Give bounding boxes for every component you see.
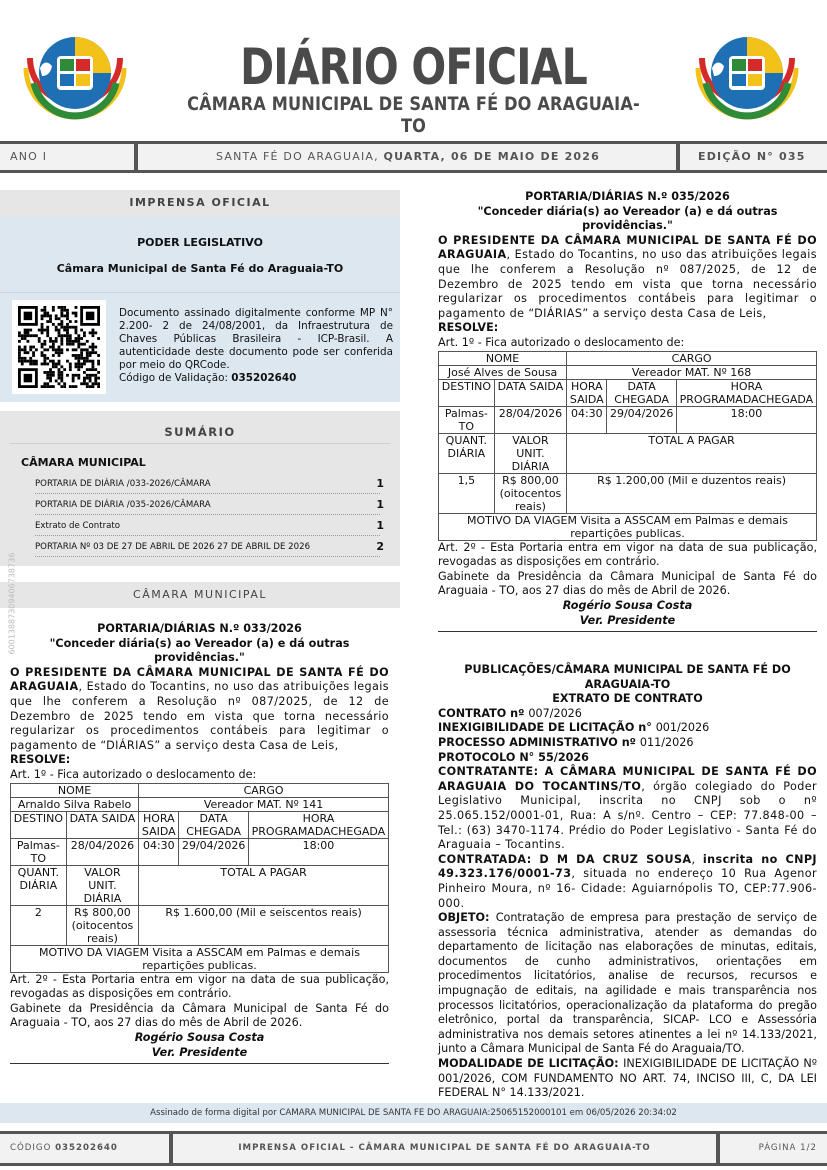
table-header: NOME: [439, 351, 567, 365]
edition-date: [140, 144, 676, 170]
footer-bar: [0, 1131, 827, 1166]
contratante-label: CONTRATANTE: A CÂMARA MUNICIPAL DE SANTA FÉ DO ARAGUAIA DO TOCANTINS/TO: [438, 765, 817, 793]
processo-line: [438, 736, 817, 751]
table-header: QUANT. DIÁRIA: [439, 433, 495, 473]
table-cell: 18:00: [248, 838, 388, 865]
table-header: DATA CHEGADA: [179, 811, 248, 838]
table-cell: 04:30: [567, 406, 607, 433]
legislative-panel: [0, 216, 400, 402]
city-name: SANTA FÉ DO ARAGUAIA,: [216, 150, 384, 163]
contratada-paragraph: [438, 853, 817, 911]
document-id-vertical: 60013887309406738736: [7, 552, 17, 655]
camara-name: Câmara Municipal de Santa Fé do Araguaia-TO: [56, 262, 344, 275]
contrato-value: 007/2026: [528, 706, 582, 720]
objeto-paragraph: [438, 911, 817, 1057]
inexigibilidade-label: INEXIGIBILIDADE DE LICITAÇÃO n°: [438, 721, 656, 735]
contrato-label: CONTRATO nº: [438, 706, 529, 720]
edition-number: EDIÇÃO N° 035: [698, 150, 806, 163]
summary-item[interactable]: [35, 473, 384, 494]
extrato-contrato: [438, 663, 817, 1101]
contratada-cnpj: inscrita no CNPJ 49.323.176/0001-73: [438, 852, 817, 881]
table-cell: 18:00: [676, 406, 816, 433]
page-title: DIÁRIO OFICIAL: [240, 38, 587, 96]
divider: [676, 144, 680, 170]
footer-code-label: CÓDIGO: [10, 1143, 56, 1153]
objeto-label: OBJETO:: [438, 911, 496, 925]
table-cell: 29/04/2026: [607, 406, 676, 433]
summary-item-label: PORTARIA DE DIÁRIA /033-2026/CÂMARA: [35, 479, 211, 489]
publication-heading: PUBLICAÇÕES/CÂMARA MUNICIPAL DE SANTA FÉ DO ARAGUAIA-TO: [464, 663, 791, 691]
table-header: VALOR UNIT. DIÁRIA: [494, 433, 566, 473]
contratada-text: , situada no endereço 10 Rua Agenor Pinheiro Moura, nº 16- Cidade: Aguiarnópolis TO, CEP:77.906-000.: [438, 867, 817, 910]
edition-info-bar: [0, 141, 827, 173]
table-cell: 28/04/2026: [494, 406, 566, 433]
contratante-text: , órgão colegiado do Poder Legislativo Municipal, inscrita no CNPJ sob o nº 25.065.152/0001-01, Rua: A s/nº. Centro – CEP: 77.848-00 – Tel.: (63) 3470-1174. Prédio do Poder Legislativo - Santa Fé do Araguaia – Tocantins.: [438, 779, 818, 852]
summary-item-page: 1: [376, 519, 384, 532]
portaria-preamble: [438, 234, 817, 322]
page-number: PÁGINA 1/2: [758, 1143, 817, 1153]
municipal-seal-logo: [20, 28, 130, 128]
contratada-sep: ,: [691, 852, 703, 866]
summary-item-label: Extrato de Contrato: [35, 521, 121, 531]
objeto-text: Contratação de empresa para prestação de serviço de assessoria técnica administrativa, atender as demandas do departamento de licitação nas elaborações de minutas, editais, documentos de cunho administrativos, orientações em procedimentos licitatórios, analise de recursos, recursos e impugnação de editais, na agilidade e mais transparência nos processos licitatórios, operacionalização da plataforma do pregão eletrônico, portal da transparência, SICAP- LCO e Assessória administrativa nos demais setores atinentes a lei nº 14.133/2021, junto a Câmara Municipal de Santa Fé do Araguaia/TO.: [438, 911, 817, 1056]
table-cell: MOTIVO DA VIAGEM Visita a ASSCAM em Palmas e demais repartições publicas.: [11, 945, 389, 972]
summary-panel: [0, 411, 400, 566]
table-cell: R$ 800,00 (oitocentos reais): [66, 905, 138, 945]
table-cell: 28/04/2026: [66, 838, 138, 865]
portaria-033: [10, 622, 389, 1064]
table-header: NOME: [11, 783, 139, 797]
portaria-title: PORTARIA/DIÁRIAS N.º 035/2026: [525, 190, 730, 203]
table-cell: Vereador MAT. Nº 141: [139, 797, 389, 811]
table-cell: R$ 800,00 (oitocentos reais): [494, 473, 566, 513]
modalidade-paragraph: [438, 1057, 817, 1101]
signature-role: Ver. Presidente: [151, 1045, 248, 1059]
portaria-title: PORTARIA/DIÁRIAS N.º 033/2026: [97, 622, 302, 635]
header: [0, 0, 827, 140]
preamble-bold: O PRESIDENTE DA CÂMARA MUNICIPAL DE SANTA FÉ DO ARAGUAIA: [438, 233, 817, 262]
processo-label: PROCESSO ADMINISTRATIVO nº: [438, 735, 640, 749]
article-1: Art. 1º - Fica autorizado o deslocamento de:: [438, 335, 685, 349]
footer-code-value: 035202640: [55, 1143, 118, 1153]
contrato-line: [438, 707, 817, 722]
table-header: HORA PROGRAMADACHEGADA: [248, 811, 388, 838]
table-header: DESTINO: [439, 379, 495, 406]
summary-item[interactable]: [35, 494, 384, 515]
table-header: DATA SAIDA: [66, 811, 138, 838]
table-cell: 1,5: [439, 473, 495, 513]
article-2: Art. 2º - Esta Portaria entra em vigor na data de sua publicação, revogadas as disposições em contrário.: [438, 540, 817, 569]
diaria-table: [438, 351, 817, 541]
portaria-preamble: [10, 666, 389, 754]
signature-name: Rogério Sousa Costa: [134, 1030, 265, 1044]
table-cell: 04:30: [139, 838, 179, 865]
gabinete-text: Gabinete da Presidência da Câmara Municipal de Santa Fé do Araguaia - TO, aos 27 dias do mês de Abril de 2026.: [10, 1001, 389, 1030]
contratada-label: CONTRATADA: D M DA CRUZ SOUSA: [438, 852, 692, 866]
article-2: Art. 2º - Esta Portaria entra em vigor na data de sua publicação, revogadas as disposições em contrário.: [10, 972, 389, 1001]
inexigibilidade-value: 001/2026: [655, 721, 710, 735]
table-cell: 2: [11, 905, 67, 945]
qr-code-image: [18, 306, 100, 388]
divider: [134, 144, 138, 170]
signature-role: Ver. Presidente: [579, 613, 676, 627]
qr-code[interactable]: [12, 300, 106, 394]
footer-code: [10, 1134, 118, 1163]
validation-code: 035202640: [231, 372, 297, 384]
inexigibilidade-line: [438, 721, 817, 736]
modalidade-label: MODALIDADE DE LICITAÇÃO:: [438, 1057, 624, 1071]
year-label: ANO I: [10, 150, 48, 163]
table-cell: Arnaldo Silva Rabelo: [11, 797, 139, 811]
signature-name: Rogério Sousa Costa: [562, 598, 693, 612]
resolve-label: RESOLVE:: [438, 321, 499, 335]
validation-code-label: Código de Validação:: [119, 372, 232, 384]
processo-value: 011/2026: [639, 735, 694, 749]
table-header: HORA SAIDA: [567, 379, 607, 406]
table-cell: R$ 1.200,00 (Mil e duzentos reais): [567, 473, 817, 513]
table-cell: Palmas-TO: [439, 406, 495, 433]
gabinete-text: Gabinete da Presidência da Câmara Municipal de Santa Fé do Araguaia - TO, aos 27 dias do mês de Abril de 2026.: [438, 569, 817, 598]
signature-text: Documento assinado digitalmente conforme MP N° 2.200- 2 de 24/08/2001, da Infraestrutura de Chaves Públicas Brasileira - ICP-Brasil. A autenticidade deste documento pode ser conferida por meio do QRCode.: [119, 307, 393, 371]
table-header: VALOR UNIT. DIÁRIA: [66, 865, 138, 905]
table-header: DATA CHEGADA: [607, 379, 676, 406]
table-cell: 29/04/2026: [179, 838, 248, 865]
table-cell: MOTIVO DA VIAGEM Visita a ASSCAM em Palmas e demais repartições publicas.: [439, 513, 817, 540]
summary-category: CÂMARA MUNICIPAL: [21, 456, 146, 469]
table-cell: R$ 1.600,00 (Mil e seiscentos reais): [139, 905, 389, 945]
footer-title: IMPRENSA OFICIAL - CÂMARA MUNICIPAL DE SANTA FÉ DO ARAGUAIA-TO: [238, 1143, 651, 1153]
table-header: QUANT. DIÁRIA: [11, 865, 67, 905]
date-value: QUARTA, 06 DE MAIO DE 2026: [383, 150, 600, 163]
table-header: HORA PROGRAMADACHEGADA: [676, 379, 816, 406]
summary-item[interactable]: [35, 515, 384, 536]
divider: [438, 631, 817, 632]
table-header: DATA SAIDA: [494, 379, 566, 406]
table-header: TOTAL A PAGAR: [567, 433, 817, 473]
preamble-text: , Estado do Tocantins, no uso das atribuições legais que lhe conferem a Resolução nº 087/2025, de 12 de Dezembro de 2025 tendo em vista que torna necessário regularizar os procedimentos contábeis para legitimar o pagamento de “DIÁRIAS” a serviço desta Casa de Leis,: [438, 248, 817, 320]
portaria-subject: "Conceder diária(s) ao Vereador (a) e dá outras providências.": [477, 204, 778, 233]
page-subtitle: CÂMARA MUNICIPAL DE SANTA FÉ DO ARAGUAIA-TO: [187, 93, 640, 137]
extrato-heading: EXTRATO DE CONTRATO: [552, 692, 703, 706]
summary-item-label: PORTARIA DE DIÁRIA /035-2026/CÂMARA: [35, 500, 211, 510]
protocolo-line: PROTOCOLO N° 55/2026: [438, 750, 589, 764]
table-header: CARGO: [567, 351, 817, 365]
table-header: DESTINO: [11, 811, 67, 838]
contratante-paragraph: [438, 765, 817, 853]
table-header: HORA SAIDA: [139, 811, 179, 838]
camara-municipal-heading: CÂMARA MUNICIPAL: [0, 582, 400, 608]
table-header: TOTAL A PAGAR: [139, 865, 389, 905]
table-header: CARGO: [139, 783, 389, 797]
portaria-subject: "Conceder diária(s) ao Vereador (a) e dá outras providências.": [49, 636, 350, 665]
table-cell: Palmas-TO: [11, 838, 67, 865]
preamble-bold: O PRESIDENTE DA CÂMARA MUNICIPAL DE SANTA FÉ DO ARAGUAIA: [10, 665, 389, 694]
divider: [10, 1063, 389, 1064]
summary-item-page: 1: [376, 498, 384, 511]
imprensa-oficial-heading: IMPRENSA OFICIAL: [0, 190, 400, 216]
article-1: Art. 1º - Fica autorizado o deslocamento de:: [10, 767, 257, 781]
poder-legislativo-label: PODER LEGISLATIVO: [137, 236, 263, 249]
summary-item-page: 2: [376, 540, 384, 553]
table-cell: José Alves de Sousa: [439, 365, 567, 379]
resolve-label: RESOLVE:: [10, 753, 71, 767]
summary-item-label: PORTARIA Nº 03 DE 27 DE ABRIL DE 2026 27 DE ABRIL DE 2026: [35, 542, 311, 552]
digital-signature-notice: [119, 307, 393, 385]
diaria-table: [10, 783, 389, 973]
summary-item[interactable]: [35, 536, 384, 557]
divider: [0, 292, 400, 293]
summary-heading: SUMÁRIO: [10, 420, 390, 444]
digital-signature-bar: Assinado de forma digital por CAMARA MUNICIPAL DE SANTA FE DO ARAGUAIA:25065152000101 em 06/05/2026 20:34:02: [0, 1103, 827, 1123]
preamble-text: , Estado do Tocantins, no uso das atribuições legais que lhe conferem a Resolução nº 087/2025, de 12 de Dezembro de 2025 tendo em vista que torna necessário regularizar os procedimentos contábeis para legitimar o pagamento de “DIÁRIAS” a serviço desta Casa de Leis,: [10, 680, 389, 752]
portaria-035: [438, 190, 817, 632]
modalidade-text: INEXIGIBILIDADE DE LICITAÇÃO Nº 001/2026, COM FUNDAMENTO NO ART. 74, INCISO III, C, DA LEI FEDERAL N° 14.133/2021.: [438, 1057, 817, 1100]
municipal-seal-logo: [692, 28, 802, 128]
table-cell: Vereador MAT. Nº 168: [567, 365, 817, 379]
summary-item-page: 1: [376, 477, 384, 490]
